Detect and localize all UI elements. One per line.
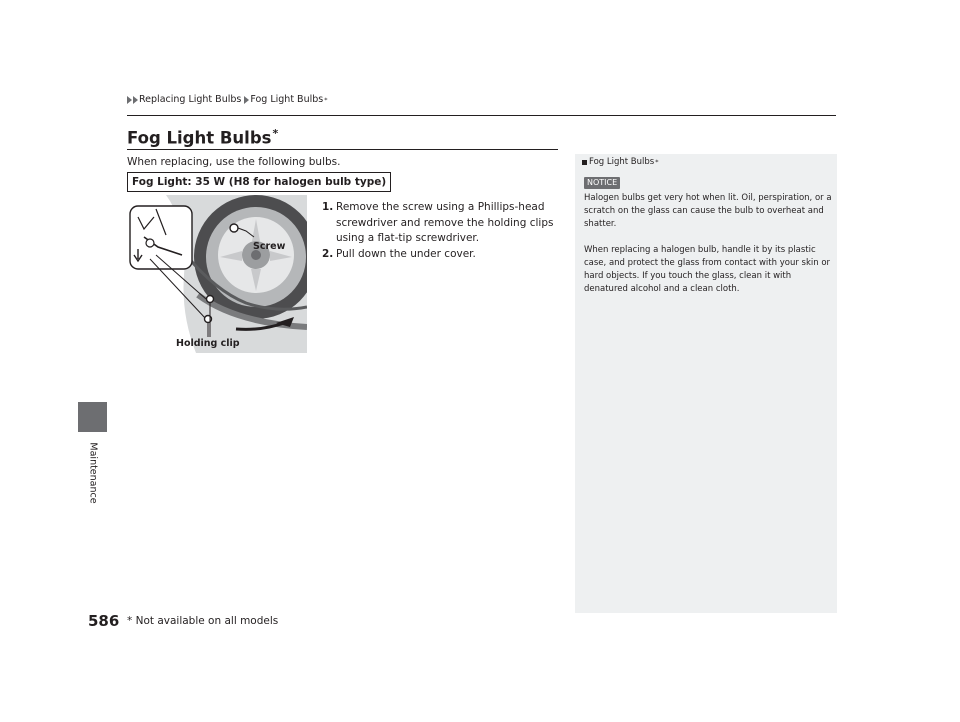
- page-number: 586: [88, 612, 120, 630]
- step-item: [322, 247, 561, 263]
- step-number: 2.: [322, 247, 334, 260]
- breadcrumb-arrow-icon: [127, 96, 132, 104]
- page-title-text: Fog Light Bulbs: [127, 128, 272, 148]
- holding-clip-callout: Holding clip: [176, 338, 240, 349]
- breadcrumb-parent[interactable]: Replacing Light Bulbs: [139, 94, 242, 105]
- note-title: [582, 157, 658, 167]
- step-item: [322, 200, 561, 247]
- breadcrumb-current[interactable]: Fog Light Bulbs: [250, 94, 324, 105]
- screw-marker: [230, 224, 238, 232]
- note-body: [584, 192, 832, 309]
- step-text: Remove the screw using a Phillips-head screwdriver and remove the holding clips using a flat-tip screwdriver.: [336, 201, 554, 244]
- breadcrumb: [127, 94, 327, 105]
- step-text: Pull down the under cover.: [336, 247, 476, 260]
- breadcrumb-star: *: [324, 95, 328, 104]
- screw-callout: Screw: [253, 241, 286, 252]
- header-divider: [127, 115, 836, 116]
- breadcrumb-arrow-icon: [133, 96, 138, 104]
- notice-badge: NOTICE: [584, 177, 620, 189]
- note-title-star: *: [655, 158, 659, 166]
- clip-marker: [207, 296, 214, 303]
- intro-text: When replacing, use the following bulbs.: [127, 156, 341, 168]
- note-title-text[interactable]: Fog Light Bulbs: [589, 157, 655, 167]
- title-star: *: [272, 127, 279, 140]
- step-number: 1.: [322, 201, 334, 213]
- page-title: [127, 127, 278, 148]
- bulb-spec-box: Fog Light: 35 W (H8 for halogen bulb type): [127, 172, 391, 192]
- fog-light-illustration: [126, 195, 307, 353]
- footnote: * Not available on all models: [127, 615, 279, 627]
- title-divider: [127, 149, 558, 150]
- note-paragraph: When replacing a halogen bulb, handle it by its plastic case, and protect the glass from contact with your skin or hard objects. If you touch the glass, clean it with denatured alcohol and a clean cloth.: [584, 245, 831, 294]
- section-tab-label: [78, 433, 107, 513]
- procedure-steps: [322, 200, 561, 262]
- section-tab-text: Maintenance: [87, 442, 98, 504]
- note-marker-icon: [582, 160, 587, 165]
- note-paragraph: Halogen bulbs get very hot when lit. Oil, perspiration, or a scratch on the glass can cause the bulb to overheat and shatter.: [584, 193, 832, 229]
- breadcrumb-arrow-icon: [244, 96, 249, 104]
- illustration-drawing: [126, 195, 307, 353]
- section-tab-marker: [78, 402, 107, 432]
